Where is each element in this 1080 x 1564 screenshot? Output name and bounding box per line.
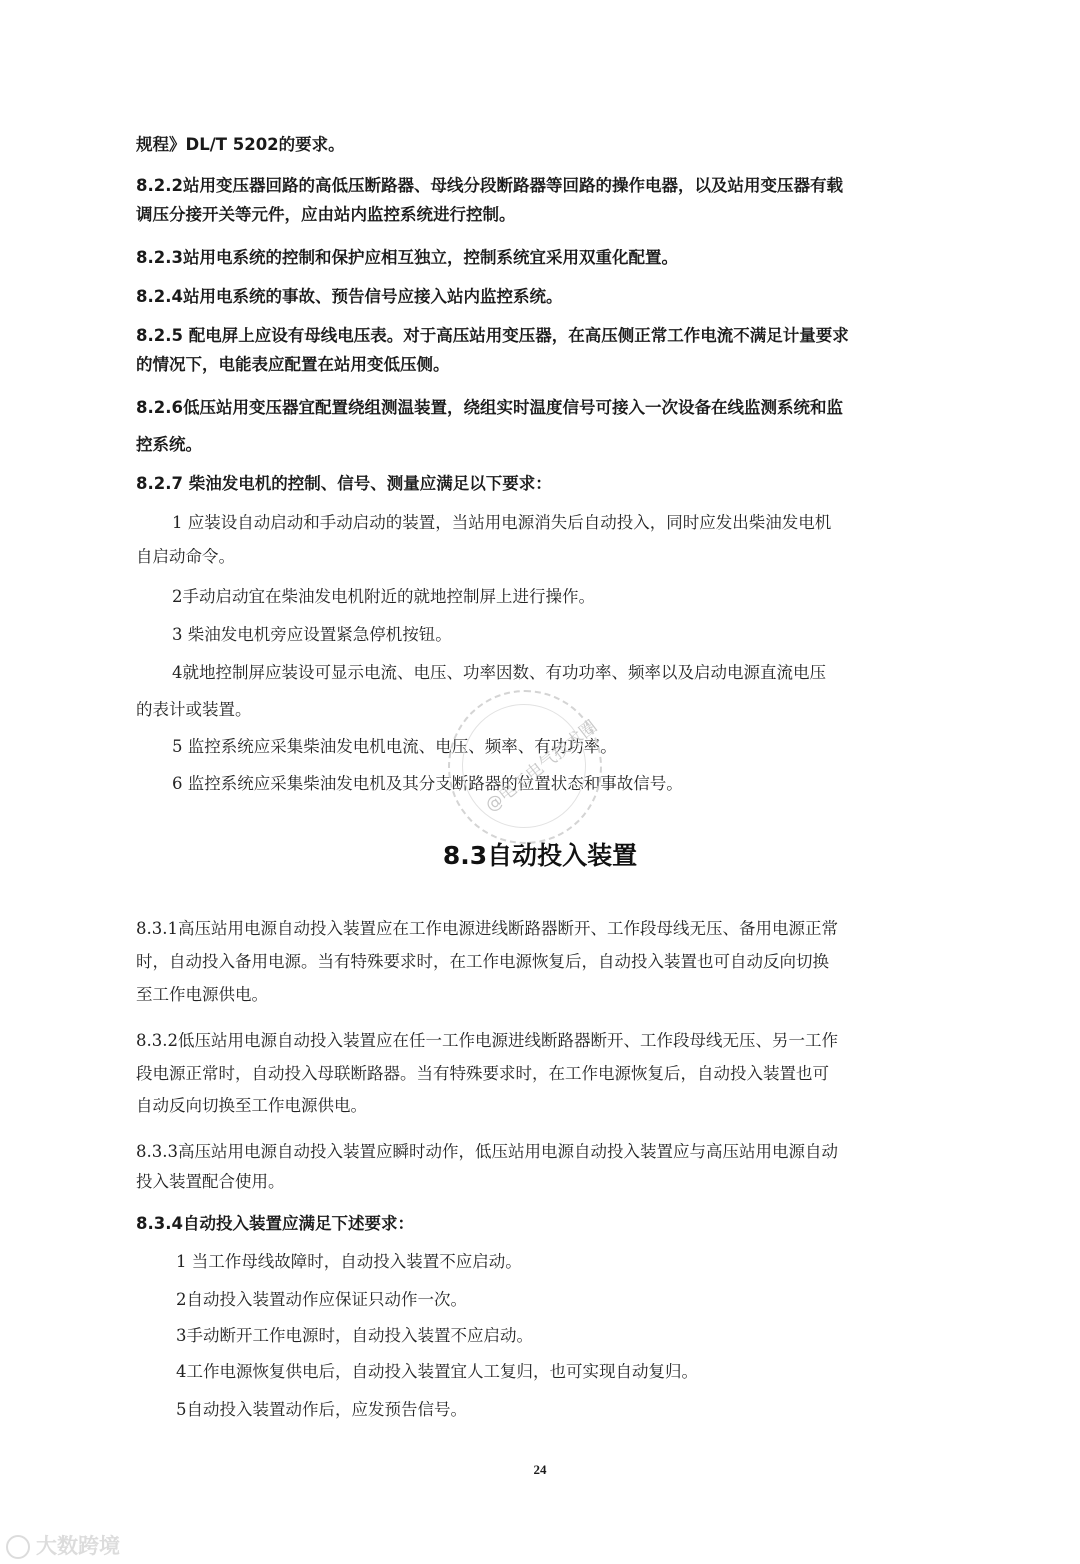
text-line: 8.2.4站用电系统的事故、预告信号应接入站内监控系统。 <box>136 287 563 306</box>
text-line: 时，自动投入备用电源。当有特殊要求时，在工作电源恢复后，自动投入装置也可自动反向切换 <box>136 952 829 971</box>
corner-watermark-text: 大数跨境 <box>36 1534 120 1558</box>
text-line: 的情况下，电能表应配置在站用变低压侧。 <box>136 355 450 374</box>
text-line: 8.3.2低压站用电源自动投入装置应在任一工作电源进线断路器断开、工作段母线无压、另一工作 <box>136 1031 838 1050</box>
watermark-text: @电工电气技术圈 <box>481 716 602 817</box>
text-line: 4就地控制屏应装设可显示电流、电压、功率因数、有功功率、频率以及启动电源直流电压 <box>172 663 826 682</box>
text-line: 5自动投入装置动作后，应发预告信号。 <box>176 1400 467 1419</box>
text-line: 6 监控系统应采集柴油发电机及其分支断路器的位置状态和事故信号。 <box>172 774 683 793</box>
text-line: 自启动命令。 <box>136 547 235 566</box>
text-line: 5 监控系统应采集柴油发电机电流、电压、频率、有功功率。 <box>172 737 617 756</box>
text-line: 8.3.4自动投入装置应满足下述要求： <box>136 1214 414 1233</box>
logo-icon <box>6 1535 30 1559</box>
text-line: 8.2.3站用电系统的控制和保护应相互独立，控制系统宜采用双重化配置。 <box>136 248 678 267</box>
text-line: 8.2.7 柴油发电机的控制、信号、测量应满足以下要求： <box>136 474 552 493</box>
text-line: 3手动断开工作电源时，自动投入装置不应启动。 <box>176 1326 533 1345</box>
text-line: 至工作电源供电。 <box>136 985 268 1004</box>
text-line: 3 柴油发电机旁应设置紧急停机按钮。 <box>172 625 452 644</box>
text-line: 2自动投入装置动作应保证只动作一次。 <box>176 1290 467 1309</box>
watermark-stamp <box>448 690 602 844</box>
text-line: 的表计或装置。 <box>136 700 252 719</box>
text-line: 2手动启动宜在柴油发电机附近的就地控制屏上进行操作。 <box>172 587 595 606</box>
text-line: 4工作电源恢复供电后，自动投入装置宜人工复归，也可实现自动复归。 <box>176 1362 698 1381</box>
text-line: 自动反向切换至工作电源供电。 <box>136 1096 367 1115</box>
text-line: 调压分接开关等元件，应由站内监控系统进行控制。 <box>136 205 516 224</box>
text-line: 8.3.1高压站用电源自动投入装置应在工作电源进线断路器断开、工作段母线无压、备用电源正常 <box>136 919 838 938</box>
text-line: 1 当工作母线故障时，自动投入装置不应启动。 <box>176 1252 522 1271</box>
text-line: 段电源正常时，自动投入母联断路器。当有特殊要求时，在工作电源恢复后，自动投入装置也可 <box>136 1064 829 1083</box>
page-number: 24 <box>533 1462 547 1477</box>
section-heading: 8.3自动投入装置 <box>442 841 638 870</box>
corner-watermark <box>6 1530 120 1560</box>
text-line: 8.3.3高压站用电源自动投入装置应瞬时动作，低压站用电源自动投入装置应与高压站用电源自动 <box>136 1142 838 1161</box>
text-line: 规程》DL/T 5202的要求。 <box>136 135 345 154</box>
text-line: 1 应装设自动启动和手动启动的装置，当站用电源消失后自动投入，同时应发出柴油发电机 <box>172 513 832 532</box>
text-line: 控系统。 <box>136 435 202 454</box>
text-line: 8.2.6低压站用变压器宜配置绕组测温装置，绕组实时温度信号可接入一次设备在线监测系统和监 <box>136 398 843 417</box>
text-line: 投入装置配合使用。 <box>136 1172 285 1191</box>
text-line: 8.2.5 配电屏上应设有母线电压表。对于高压站用变压器，在高压侧正常工作电流不满足计量要求 <box>136 326 849 345</box>
text-line: 8.2.2站用变压器回路的高低压断路器、母线分段断路器等回路的操作电器，以及站用变压器有载 <box>136 176 843 195</box>
